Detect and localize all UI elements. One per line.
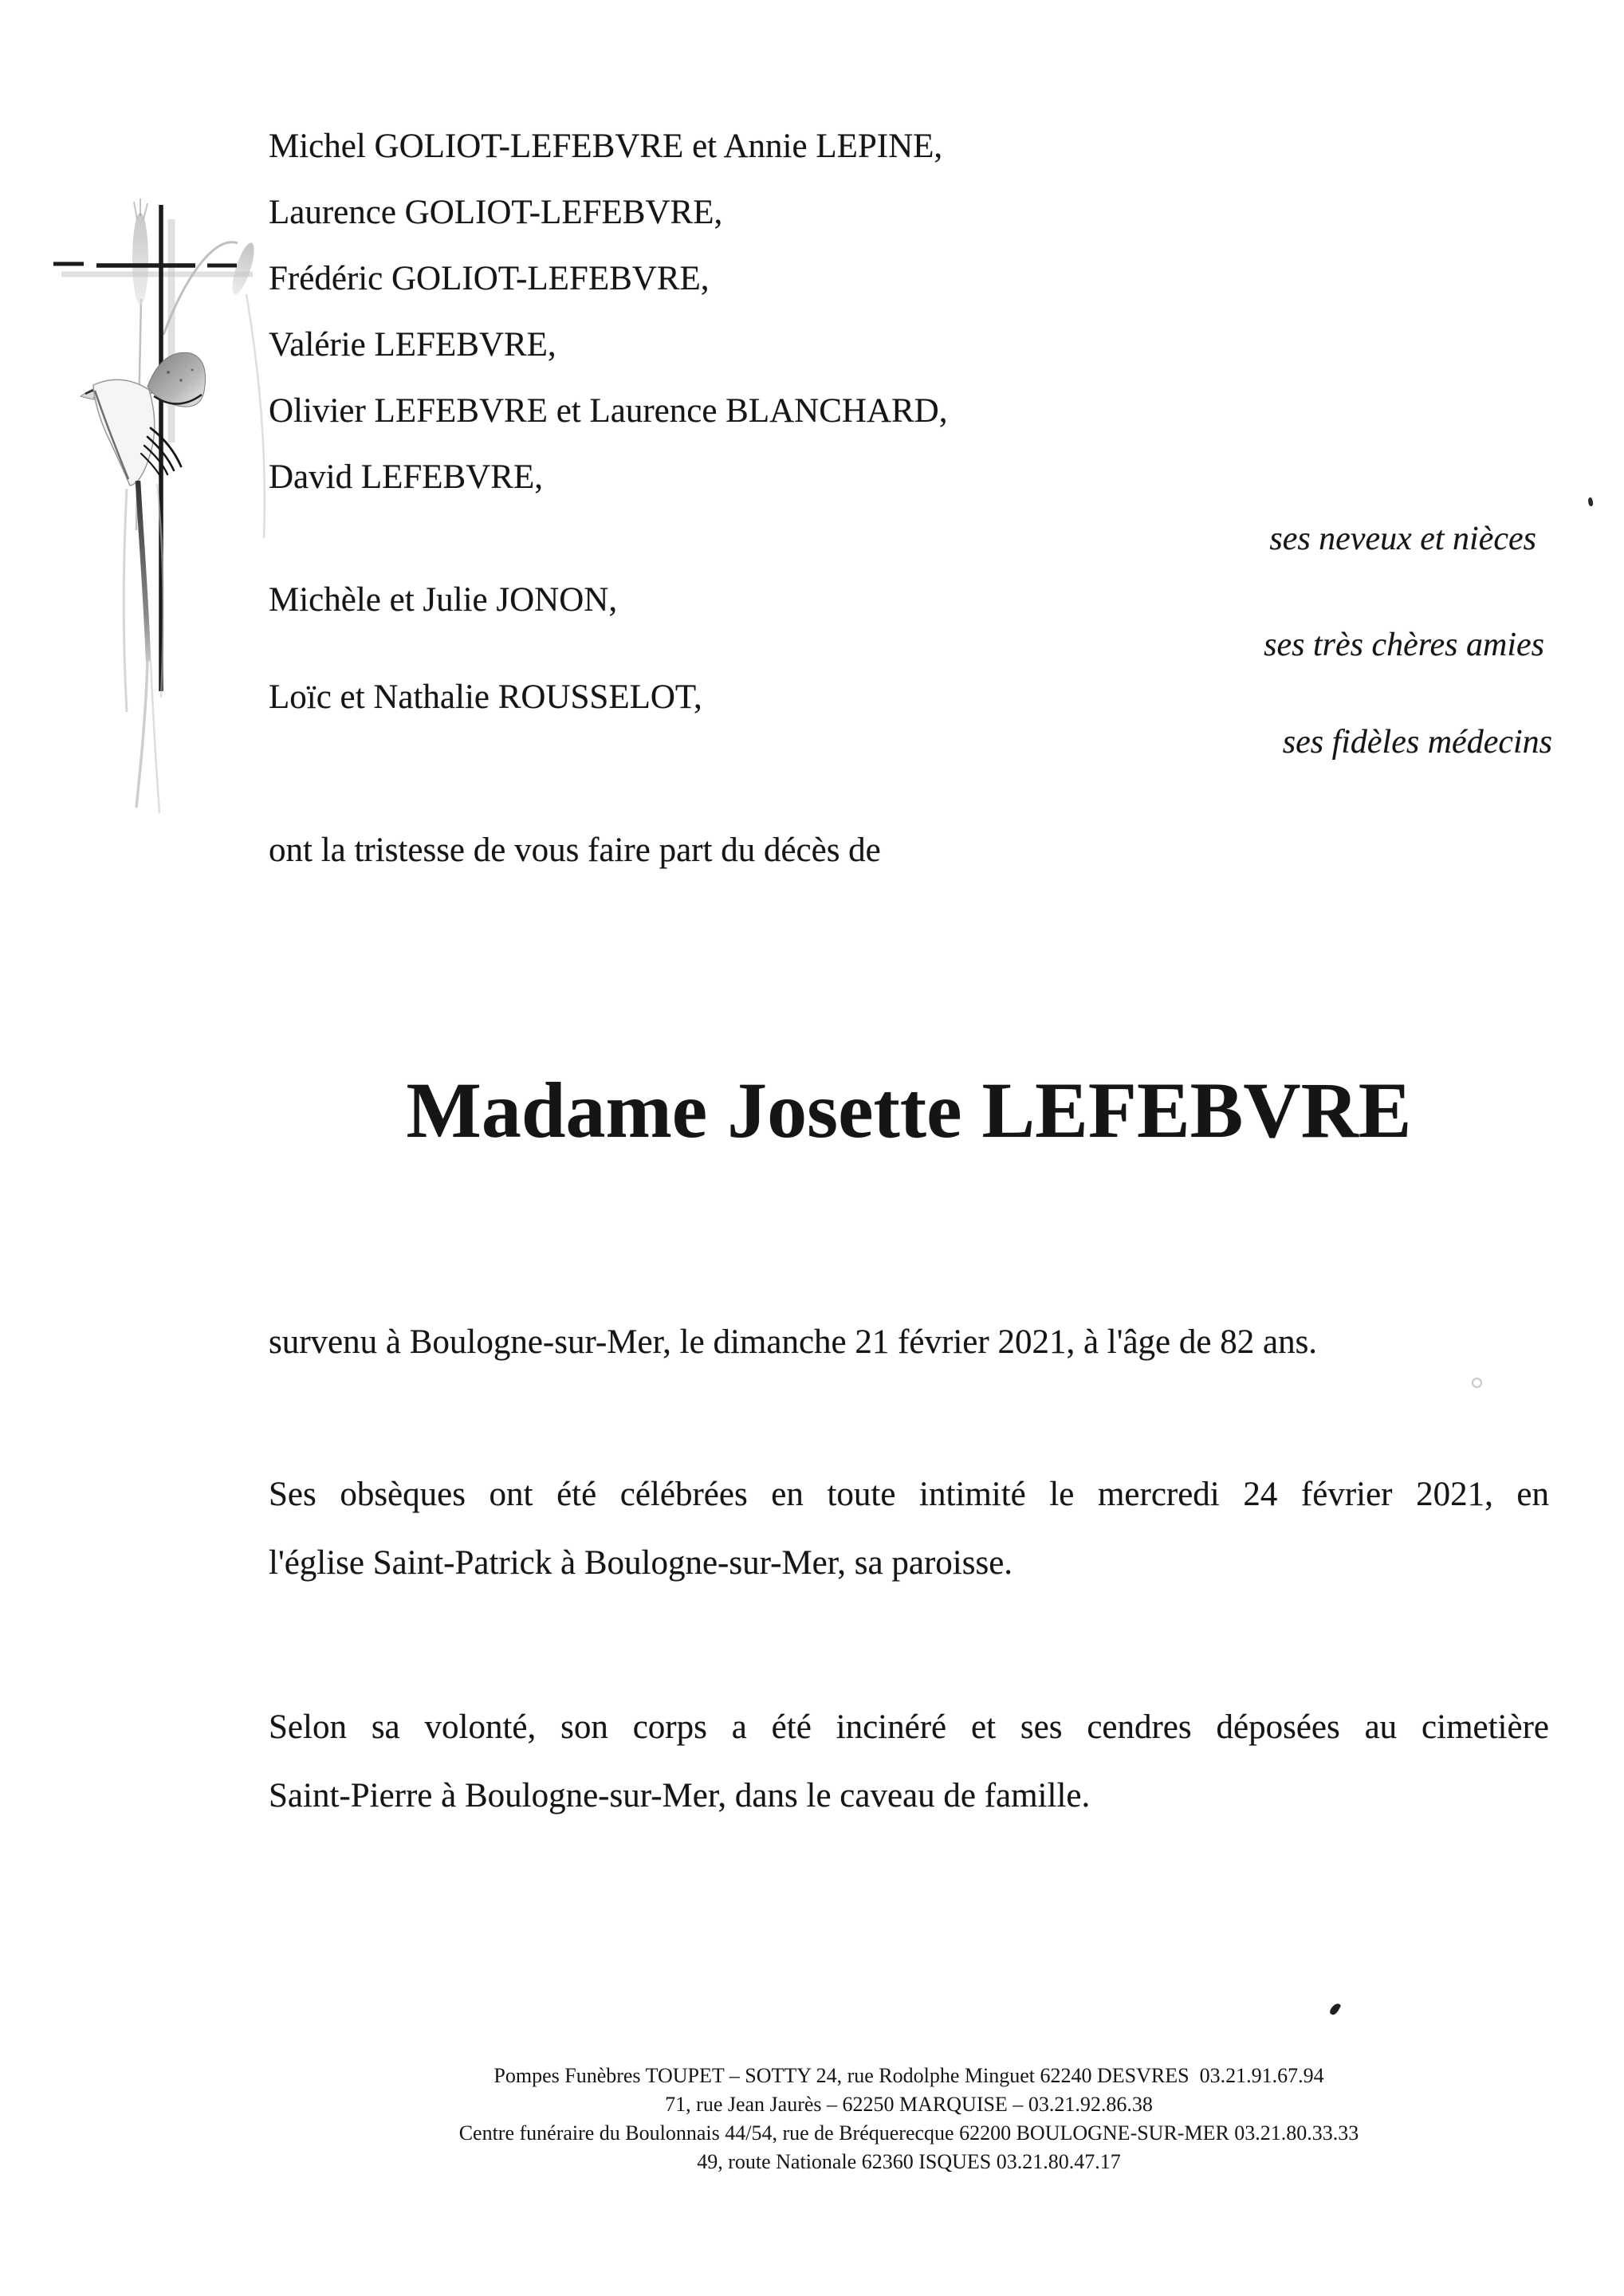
scan-artifact — [1329, 2002, 1342, 2016]
funeral-paragraph-line: l'église Saint-Patrick à Boulogne-sur-Mer, sa paroisse. — [269, 1544, 1013, 1582]
family-line: David LEFEBVRE, — [269, 458, 543, 496]
family-line: Loïc et Nathalie ROUSSELOT, — [269, 678, 702, 716]
lily-stem — [138, 481, 148, 661]
announcement-intro: ont la tristesse de vous faire part du décès de — [269, 832, 881, 869]
family-line: Michel GOLIOT-LEFEBVRE et Annie LEPINE, — [269, 128, 943, 165]
relation-attribution: ses très chères amies — [1264, 627, 1544, 663]
family-line: Michèle et Julie JONON, — [269, 581, 618, 619]
funeral-home-address: 49, route Nationale 62360 ISQUES 03.21.80.47.17 — [697, 2150, 1121, 2173]
family-line: Frédéric GOLIOT-LEFEBVRE, — [269, 260, 710, 297]
funeral-home-address: 71, rue Jean Jaurès – 62250 MARQUISE – 03.21.92.86.38 — [665, 2093, 1153, 2116]
death-details-line: survenu à Boulogne-sur-Mer, le dimanche 21 février 2021, à l'âge de 82 ans. — [269, 1323, 1318, 1361]
cremation-paragraph-line: Saint-Pierre à Boulogne-sur-Mer, dans le caveau de famille. — [269, 1777, 1091, 1814]
scan-artifact — [1472, 1378, 1482, 1388]
wheat-head-left — [132, 213, 148, 305]
relation-attribution: ses fidèles médecins — [1282, 724, 1552, 761]
funeral-home-footer — [269, 2062, 1549, 2176]
cremation-paragraph-line: Selon sa volonté, son corps a été incinéré et ses cendres déposées au cimetière — [269, 1708, 1549, 1746]
relation-attribution: ses neveux et nièces — [1269, 521, 1536, 557]
funeral-paragraph-line: Ses obsèques ont été célébrées en toute intimité le mercredi 24 février 2021, en — [269, 1476, 1549, 1513]
funeral-home-address: Pompes Funèbres TOUPET – SOTTY 24, rue Rodolphe Minguet 62240 DESVRES 03.21.91.67.94 — [493, 2064, 1324, 2087]
scan-artifact — [1587, 497, 1594, 506]
family-line: Laurence GOLIOT-LEFEBVRE, — [269, 194, 723, 231]
lily-stamens — [151, 428, 181, 466]
wheat-head-right — [228, 241, 258, 297]
wheat-strand-right — [246, 294, 265, 538]
deceased-name: Madame Josette LEFEBVRE — [406, 1066, 1412, 1154]
family-line: Valérie LEFEBVRE, — [269, 326, 556, 364]
funeral-home-address: Centre funéraire du Boulonnais 44/54, rue de Bréquerecque 62200 BOULOGNE-SUR-MER 03.21.80.33.33 — [458, 2121, 1359, 2145]
family-line: Olivier LEFEBVRE et Laurence BLANCHARD, — [269, 392, 948, 430]
cross-calla-lily-wheat-graphic — [44, 195, 283, 841]
